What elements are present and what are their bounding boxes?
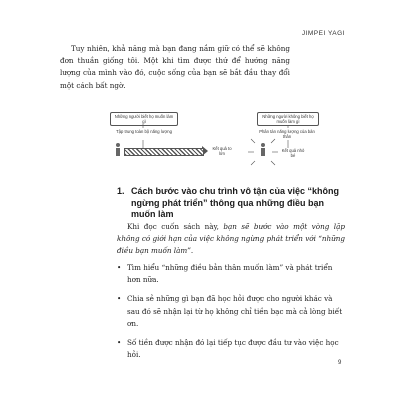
running-header: JIMPEI YAGI bbox=[301, 30, 345, 37]
left-diagram-caption: Tập trung toàn bộ năng lượng bbox=[116, 129, 172, 134]
list-item bbox=[117, 337, 345, 361]
paragraph-2-italic: bạn sẽ bước vào một vòng lặp không có giới hạn của việc không ngừng phát triển với “những điều bạn muốn làm”. bbox=[117, 222, 345, 256]
list-item-text: Tìm hiểu “những điều bản thân muốn làm” và phát triển hơn nữa. bbox=[127, 263, 333, 285]
person-icon bbox=[261, 143, 265, 156]
paragraph-2-plain: Khi đọc cuốn sách này, bbox=[127, 222, 224, 231]
right-diagram-result: Kết quả nhỏ bé bbox=[281, 148, 305, 158]
right-diagram-box: Những người không biết họ muốn làm gì bbox=[257, 112, 319, 126]
section-heading bbox=[117, 186, 346, 221]
section-title: Cách bước vào chu trình vô tận của việc “không ngừng phát triển” thông qua những điều bạn muốn làm bbox=[131, 186, 339, 219]
list-item bbox=[117, 293, 345, 330]
left-diagram-result: Kết quả to lớn bbox=[212, 146, 232, 156]
right-diagram-caption: Phân tán năng lượng của bản thân bbox=[259, 129, 315, 139]
paragraph-2 bbox=[117, 221, 345, 258]
list-item-text: Chia sẻ những gì bạn đã học hỏi được cho người khác và sau đó sẽ nhận lại từ họ không chỉ tiền bạc mà cả lòng biết ơn. bbox=[127, 294, 343, 328]
person-icon bbox=[116, 143, 120, 156]
list-item-text: Số tiền được nhận đó lại tiếp tục được đầu tư vào việc học hỏi. bbox=[127, 338, 339, 360]
list-item bbox=[117, 262, 345, 286]
bullet-icon: • bbox=[117, 338, 122, 348]
page-number: 9 bbox=[338, 360, 342, 366]
bullet-icon: • bbox=[117, 294, 122, 304]
left-diagram-box: Những người biết họ muốn làm gì bbox=[110, 112, 178, 126]
section-number: 1. bbox=[117, 186, 125, 196]
diagram-lines bbox=[55, 112, 290, 172]
bullet-icon: • bbox=[117, 263, 122, 272]
energy-diagram bbox=[55, 112, 315, 172]
striped-arrow bbox=[124, 148, 204, 156]
bullet-list bbox=[117, 262, 345, 368]
intro-paragraph: Tuy nhiên, khả năng mà bạn đang nắm giữ có thể sẽ không đơn thuần giống tôi. Một khi tìm được thứ để hướng năng lượng của mình vào đó, cuộc sống của bạn sẽ bắt đầu thay đổi một cách bất ngờ. bbox=[60, 44, 290, 90]
